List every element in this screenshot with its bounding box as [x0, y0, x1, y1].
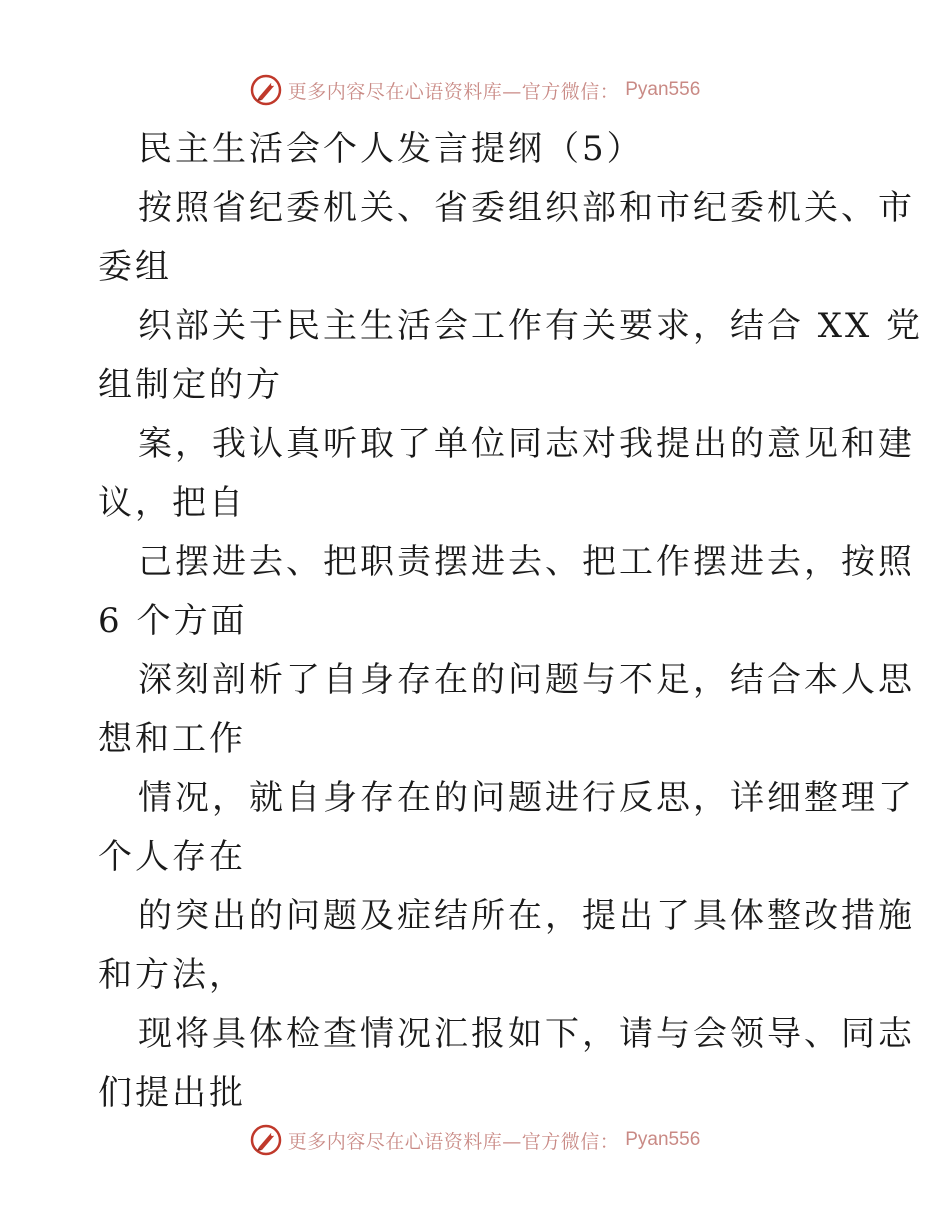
- document-title: 民主生活会个人发言提纲（5）: [138, 129, 644, 169]
- paragraph-line: 6 个方面: [98, 601, 248, 641]
- header-banner-id: Pyan556: [625, 79, 701, 100]
- paragraph-line: 组制定的方: [98, 365, 283, 405]
- paragraph-line: 情况，就自身存在的问题进行反思，详细整理了: [138, 778, 915, 818]
- paragraph-line: 按照省纪委机关、省委组织部和市纪委机关、市: [138, 188, 915, 228]
- paragraph-line: 个人存在: [98, 837, 246, 877]
- paragraph-line: 的突出的问题及症结所在，提出了具体整改措施: [138, 896, 915, 936]
- header-banner-text: 更多内容尽在心语资料库—官方微信：: [287, 80, 620, 103]
- paragraph-line: 议，把自: [98, 483, 246, 523]
- pen-logo-icon: [250, 74, 282, 106]
- paragraph-line: 深刻剖析了自身存在的问题与不足，结合本人思: [138, 660, 915, 700]
- header-banner: [0, 72, 950, 108]
- footer-banner-id: Pyan556: [625, 1129, 701, 1150]
- pen-logo-icon: [250, 1124, 282, 1156]
- paragraph-line: 现将具体检查情况汇报如下，请与会领导、同志: [138, 1014, 915, 1054]
- footer-banner: [0, 1122, 950, 1158]
- paragraph-line: 想和工作: [98, 719, 246, 759]
- paragraph-line: 织部关于民主生活会工作有关要求，结合 XX 党: [138, 306, 924, 346]
- paragraph-line: 委组: [98, 247, 172, 287]
- document-body: [98, 120, 924, 1123]
- paragraph-line: 己摆进去、把职责摆进去、把工作摆进去，按照: [138, 542, 915, 582]
- paragraph-line: 们提出批: [98, 1073, 246, 1113]
- paragraph-line: 和方法，: [98, 955, 246, 995]
- paragraph-line: 案，我认真听取了单位同志对我提出的意见和建: [138, 424, 915, 464]
- footer-banner-text: 更多内容尽在心语资料库—官方微信：: [287, 1130, 620, 1153]
